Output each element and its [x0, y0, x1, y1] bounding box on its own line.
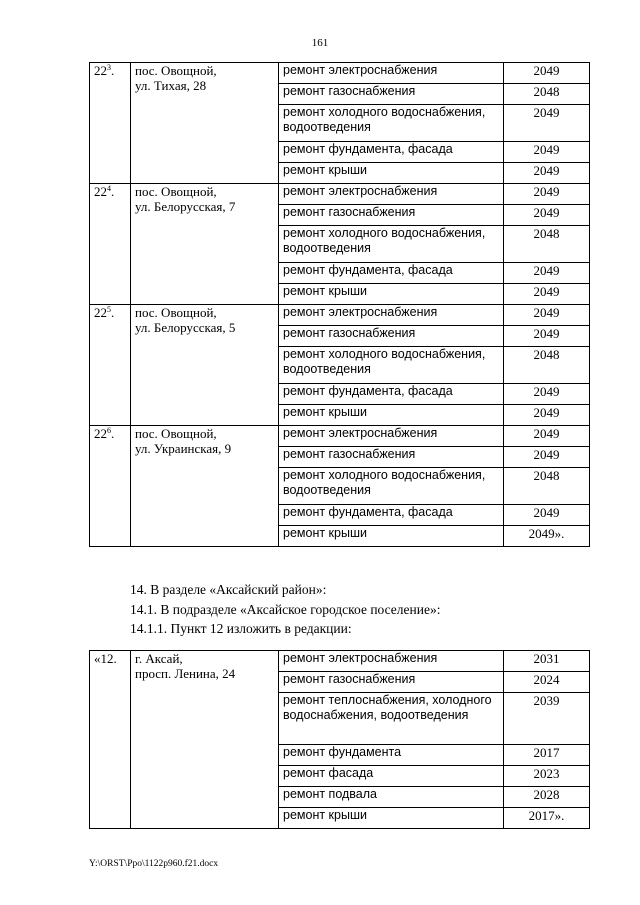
aksay-entry-year: 2039 [504, 693, 590, 745]
aksay-entry-work-type: ремонт теплоснабжения, холодного водоснабжения, водоотведения [279, 693, 504, 745]
entry-work-type: ремонт крыши [279, 163, 504, 184]
entry-work-type: ремонт крыши [279, 284, 504, 305]
aksay-entry-work-type: ремонт крыши [279, 808, 504, 829]
paragraph-14-1: 14.1. В подразделе «Аксайское городское поселение»: [130, 602, 441, 617]
entry-number-text: 22 [94, 184, 107, 199]
entry-address [131, 63, 279, 184]
entry-year: 2048 [504, 468, 590, 505]
entry-address-line: ул. Тихая, 28 [135, 78, 207, 93]
entry-number [90, 305, 131, 426]
entry-address-line: пос. Овощной, [135, 426, 217, 441]
aksay-entry-work-type: ремонт подвала [279, 787, 504, 808]
entry-number [90, 63, 131, 184]
entry-work-type: ремонт фундамента, фасада [279, 142, 504, 163]
entry-work-type: ремонт холодного водоснабжения, водоотведения [279, 105, 504, 142]
entry-work-type: ремонт фундамента, фасада [279, 263, 504, 284]
entry-year: 2049 [504, 142, 590, 163]
paragraph-14: 14. В разделе «Аксайский район»: [130, 582, 327, 597]
entry-work-type: ремонт газоснабжения [279, 447, 504, 468]
entry-work-type: ремонт холодного водоснабжения, водоотведения [279, 347, 504, 384]
entry-work-type: ремонт крыши [279, 526, 504, 547]
entry-address-line: пос. Овощной, [135, 63, 217, 78]
entry-number-superscript: 3 [107, 63, 111, 72]
aksay-entry-year: 2023 [504, 766, 590, 787]
entry-work-type: ремонт электроснабжения [279, 184, 504, 205]
entry-work-type: ремонт фундамента, фасада [279, 505, 504, 526]
page-number: 161 [311, 37, 329, 49]
aksay-entry-year: 2031 [504, 651, 590, 672]
entry-address-line: ул. Белорусская, 7 [135, 199, 236, 214]
entry-year: 2049 [504, 284, 590, 305]
entry-work-type: ремонт газоснабжения [279, 84, 504, 105]
entry-year: 2048 [504, 84, 590, 105]
aksay-entry-work-type: ремонт фундамента [279, 745, 504, 766]
entry-year: 2049 [504, 505, 590, 526]
repair-schedule-table [89, 62, 590, 547]
aksay-entry-work-type: ремонт газоснабжения [279, 672, 504, 693]
entry-year: 2049 [504, 305, 590, 326]
entry-work-type: ремонт газоснабжения [279, 205, 504, 226]
aksay-entry-year: 2017». [504, 808, 590, 829]
entry-address [131, 184, 279, 305]
entry-work-type: ремонт холодного водоснабжения, водоотведения [279, 468, 504, 505]
entry-year: 2049». [504, 526, 590, 547]
entry-year: 2049 [504, 105, 590, 142]
aksay-entry-year: 2024 [504, 672, 590, 693]
aksay-entry-year: 2028 [504, 787, 590, 808]
entry-number [90, 184, 131, 305]
entry-address [131, 305, 279, 426]
entry-row [90, 426, 590, 447]
entry-year: 2049 [504, 205, 590, 226]
entry-work-type: ремонт электроснабжения [279, 63, 504, 84]
entry-work-type: ремонт крыши [279, 405, 504, 426]
entry-year: 2049 [504, 447, 590, 468]
entry-year: 2048 [504, 347, 590, 384]
file-path-footer: Y:\ORST\Ppo\1122p960.f21.docx [89, 859, 219, 869]
entry-number [90, 426, 131, 547]
aksay-entry-address-line: г. Аксай, [135, 651, 183, 666]
entry-number-dot: . [111, 426, 115, 441]
entry-year: 2049 [504, 163, 590, 184]
entry-work-type: ремонт фундамента, фасада [279, 384, 504, 405]
entry-year: 2049 [504, 326, 590, 347]
aksay-entry-number-text: «12. [94, 651, 117, 666]
entry-work-type: ремонт холодного водоснабжения, водоотведения [279, 226, 504, 263]
entry-address-line: пос. Овощной, [135, 305, 217, 320]
entry-work-type: ремонт электроснабжения [279, 305, 504, 326]
entry-year: 2049 [504, 263, 590, 284]
aksay-entry-address-line: просп. Ленина, 24 [135, 666, 236, 681]
aksay-entry-work-type: ремонт фасада [279, 766, 504, 787]
aksay-entry-address [131, 651, 279, 829]
entry-year: 2049 [504, 384, 590, 405]
entry-address-line: ул. Белорусская, 5 [135, 320, 236, 335]
entry-row [90, 305, 590, 326]
aksay-entry-row [90, 651, 590, 672]
entry-number-superscript: 5 [107, 305, 111, 314]
entry-number-text: 22 [94, 426, 107, 441]
entry-number-superscript: 6 [107, 426, 111, 435]
aksay-entry-year: 2017 [504, 745, 590, 766]
entry-number-dot: . [111, 305, 115, 320]
entry-address-line: ул. Украинская, 9 [135, 441, 232, 456]
entry-work-type: ремонт газоснабжения [279, 326, 504, 347]
aksay-entry-work-type: ремонт электроснабжения [279, 651, 504, 672]
entry-row [90, 63, 590, 84]
aksay-repair-table [89, 650, 590, 829]
entry-address-line: пос. Овощной, [135, 184, 217, 199]
entry-number-superscript: 4 [107, 184, 111, 193]
entry-number-dot: . [111, 63, 115, 78]
entry-row [90, 184, 590, 205]
entry-year: 2048 [504, 226, 590, 263]
entry-address [131, 426, 279, 547]
entry-number-dot: . [111, 184, 115, 199]
entry-year: 2049 [504, 63, 590, 84]
paragraph-14-1-1: 14.1.1. Пункт 12 изложить в редакции: [130, 621, 352, 636]
entry-number-text: 22 [94, 63, 107, 78]
aksay-entry-number [90, 651, 131, 829]
entry-work-type: ремонт электроснабжения [279, 426, 504, 447]
entry-year: 2049 [504, 405, 590, 426]
entry-year: 2049 [504, 426, 590, 447]
entry-number-text: 22 [94, 305, 107, 320]
entry-year: 2049 [504, 184, 590, 205]
